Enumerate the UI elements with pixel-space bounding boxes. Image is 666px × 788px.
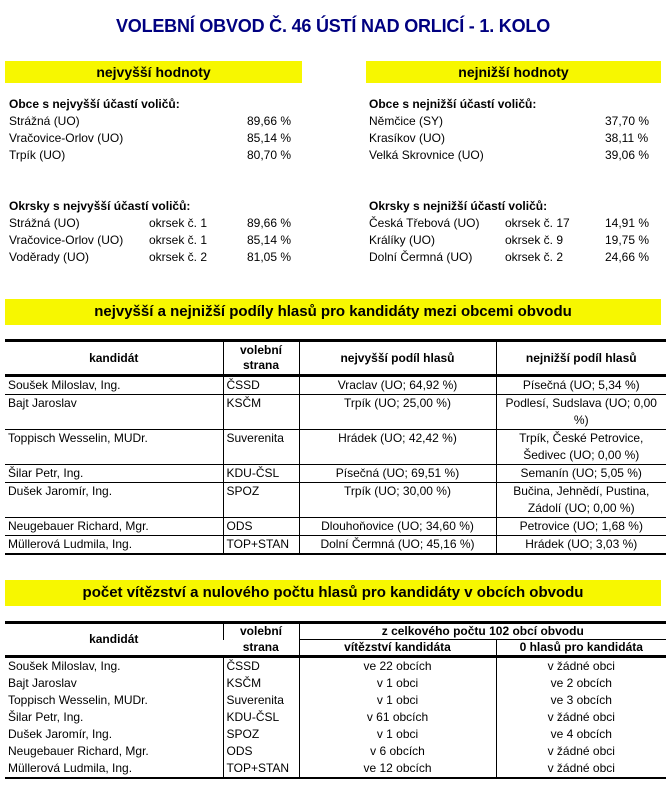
highest-share: Dlouhoňovice (UO; 34,60 %) — [299, 518, 496, 536]
lowest-turnout-districts — [369, 198, 664, 266]
list-item — [9, 215, 309, 232]
wins-count: v 1 obci — [299, 726, 496, 743]
table-row — [5, 692, 666, 709]
candidate-name: Šilar Petr, Ing. — [8, 710, 84, 724]
lowest-share: Bučina, Jehnědí, Pustina, Zádolí (UO; 0,00 %) — [496, 483, 666, 518]
column-header-candidate: kandidát — [5, 623, 223, 657]
highest-values-banner: nejvyšší hodnoty — [5, 61, 302, 83]
table-row — [5, 726, 666, 743]
highest-share: Trpík (UO; 30,00 %) — [299, 483, 496, 518]
list-item — [369, 215, 664, 232]
turnout-value: 85,14 % — [247, 233, 292, 247]
party-name: ODS — [223, 743, 299, 760]
section-heading: Obce s nejvyšší účastí voličů: — [9, 97, 180, 111]
section-heading: Okrsky s nejvyšší účastí voličů: — [9, 199, 191, 213]
lowest-share: Semanín (UO; 5,05 %) — [496, 465, 666, 483]
highest-share: Hrádek (UO; 42,42 %) — [299, 430, 496, 465]
zero-votes-count: v žádné obci — [496, 709, 666, 726]
district-number: okrsek č. 2 — [505, 250, 564, 264]
municipality-name: Česká Třebová (UO) — [369, 216, 480, 230]
list-item — [369, 147, 664, 164]
table-row — [5, 483, 666, 518]
zero-votes-count: ve 3 obcích — [496, 692, 666, 709]
party-name: SPOZ — [223, 726, 299, 743]
candidate-name: Neugebauer Richard, Mgr. — [5, 518, 223, 536]
highest-share: Trpík (UO; 25,00 %) — [299, 395, 496, 430]
column-header-party: volební strana — [223, 341, 299, 376]
list-item — [369, 113, 664, 130]
municipality-name: Němčice (SY) — [369, 114, 444, 128]
turnout-value: 19,75 % — [605, 233, 650, 247]
lowest-share: Písečná (UO; 5,34 %) — [496, 376, 666, 395]
section-heading: Obce s nejnižší účastí voličů: — [369, 97, 537, 111]
list-item — [369, 249, 664, 266]
list-item — [9, 113, 309, 130]
candidate-name: Soušek Miloslav, Ing. — [8, 659, 121, 673]
turnout-value: 24,66 % — [605, 250, 650, 264]
table-row — [5, 430, 666, 465]
column-header-candidate: kandidát — [5, 341, 223, 376]
list-item — [9, 130, 309, 147]
column-header-highest-share: nejvyšší podíl hlasů — [299, 341, 496, 376]
party-name: Suverenita — [223, 692, 299, 709]
party-name: ČSSD — [223, 657, 299, 676]
candidate-name: Bajt Jaroslav — [5, 395, 223, 430]
candidate-name: Soušek Miloslav, Ing. — [8, 378, 121, 392]
highest-share: Písečná (UO; 69,51 %) — [299, 465, 496, 483]
wins-count: v 61 obcích — [299, 709, 496, 726]
municipality-name: Trpík (UO) — [9, 148, 66, 162]
lowest-share: Petrovice (UO; 1,68 %) — [496, 518, 666, 536]
party-name: ODS — [223, 518, 299, 536]
turnout-value: 85,14 % — [247, 131, 292, 145]
candidate-name: Dušek Jaromír, Ing. — [8, 727, 113, 741]
candidate-name: Toppisch Wesselin, MUDr. — [5, 430, 223, 465]
district-number: okrsek č. 17 — [505, 216, 570, 230]
page-title: VOLEBNÍ OBVOD Č. 46 ÚSTÍ NAD ORLICÍ - 1. KOLO — [115, 16, 551, 36]
turnout-value: 37,70 % — [605, 114, 650, 128]
lowest-share: Hrádek (UO; 3,03 %) — [496, 536, 666, 555]
lowest-values-banner: nejnižší hodnoty — [366, 61, 661, 83]
municipality-name: Voděrady (UO) — [9, 250, 90, 264]
candidate-name: Müllerová Ludmila, Ing. — [5, 760, 223, 778]
municipality-name: Králíky (UO) — [369, 233, 435, 247]
municipality-name: Vračovice-Orlov (UO) — [9, 233, 124, 247]
party-name: KDU-ČSL — [223, 709, 299, 726]
party-name: ČSSD — [223, 376, 299, 395]
highest-turnout-municipalities — [9, 96, 309, 164]
table-row — [5, 536, 666, 555]
column-header-party-line2: strana — [223, 640, 299, 657]
party-name: KSČM — [223, 395, 299, 430]
municipality-name: Dolní Čermná (UO) — [369, 250, 473, 264]
municipality-name: Krasíkov (UO) — [369, 131, 446, 145]
highest-turnout-districts — [9, 198, 309, 266]
turnout-value: 39,06 % — [605, 148, 650, 162]
candidate-name: Šilar Petr, Ing. — [5, 465, 223, 483]
turnout-value: 80,70 % — [247, 148, 292, 162]
municipality-name: Velká Skrovnice (UO) — [369, 148, 484, 162]
zero-votes-count: ve 2 obcích — [496, 675, 666, 692]
table-row — [5, 518, 666, 536]
table-row — [5, 395, 666, 430]
zero-votes-count: ve 4 obcích — [496, 726, 666, 743]
list-item — [9, 249, 309, 266]
lowest-share: Podlesí, Sudslava (UO; 0,00 %) — [496, 395, 666, 430]
party-name: KSČM — [223, 675, 299, 692]
district-number: okrsek č. 1 — [149, 216, 208, 230]
party-name: Suverenita — [223, 430, 299, 465]
list-item — [9, 232, 309, 249]
municipality-name: Vračovice-Orlov (UO) — [9, 131, 124, 145]
zero-votes-count: v žádné obci — [496, 657, 666, 676]
vote-shares-table — [5, 339, 666, 555]
zero-votes-count: v žádné obci — [496, 743, 666, 760]
column-header-wins: vítězství kandidáta — [299, 640, 496, 657]
party-name: KDU-ČSL — [223, 465, 299, 483]
wins-count: ve 12 obcích — [299, 760, 496, 778]
candidate-name: Bajt Jaroslav — [8, 676, 77, 690]
wins-count: ve 22 obcích — [299, 657, 496, 676]
turnout-value: 89,66 % — [247, 114, 292, 128]
municipality-name: Strážná (UO) — [9, 216, 80, 230]
list-item — [9, 147, 309, 164]
wins-zero-votes-banner: počet vítězství a nulového počtu hlasů pro kandidáty v obcích obvodu — [5, 580, 661, 606]
party-name: SPOZ — [223, 483, 299, 518]
list-item — [369, 232, 664, 249]
column-header-zero-votes: 0 hlasů pro kandidáta — [496, 640, 666, 657]
district-number: okrsek č. 9 — [505, 233, 564, 247]
column-header-group: z celkového počtu 102 obcí obvodu — [299, 623, 666, 640]
candidate-name: Müllerová Ludmila, Ing. — [5, 536, 223, 555]
list-item — [369, 130, 664, 147]
candidate-name: Toppisch Wesselin, MUDr. — [8, 693, 148, 707]
candidate-name: Neugebauer Richard, Mgr. — [8, 744, 149, 758]
party-name: TOP+STAN — [223, 760, 299, 778]
district-number: okrsek č. 2 — [149, 250, 208, 264]
candidate-name: Dušek Jaromír, Ing. — [5, 483, 223, 518]
turnout-value: 14,91 % — [605, 216, 650, 230]
table-row — [5, 709, 666, 726]
table-row — [5, 376, 666, 395]
turnout-value: 81,05 % — [247, 250, 292, 264]
wins-count: v 1 obci — [299, 692, 496, 709]
table-row — [5, 760, 666, 778]
lowest-turnout-municipalities — [369, 96, 664, 164]
district-number: okrsek č. 1 — [149, 233, 208, 247]
turnout-value: 38,11 % — [605, 131, 649, 145]
section-heading: Okrsky s nejnižší účastí voličů: — [369, 199, 548, 213]
column-header-lowest-share: nejnižší podíl hlasů — [496, 341, 666, 376]
vote-shares-banner: nejvyšší a nejnižší podíly hlasů pro kandidáty mezi obcemi obvodu — [5, 299, 661, 325]
highest-share: Dolní Čermná (UO; 45,16 %) — [299, 536, 496, 555]
zero-votes-count: v žádné obci — [496, 760, 666, 778]
party-name: TOP+STAN — [223, 536, 299, 555]
lowest-share: Trpík, České Petrovice, Šedivec (UO; 0,00 %) — [496, 430, 666, 465]
wins-count: v 6 obcích — [299, 743, 496, 760]
turnout-value: 89,66 % — [247, 216, 292, 230]
wins-zero-votes-table — [5, 621, 666, 779]
table-row — [5, 657, 666, 676]
table-row — [5, 675, 666, 692]
municipality-name: Strážná (UO) — [9, 114, 80, 128]
table-row — [5, 743, 666, 760]
table-row — [5, 465, 666, 483]
highest-share: Vraclav (UO; 64,92 %) — [299, 376, 496, 395]
wins-count: v 1 obci — [299, 675, 496, 692]
column-header-party-line1: volební — [223, 623, 299, 640]
